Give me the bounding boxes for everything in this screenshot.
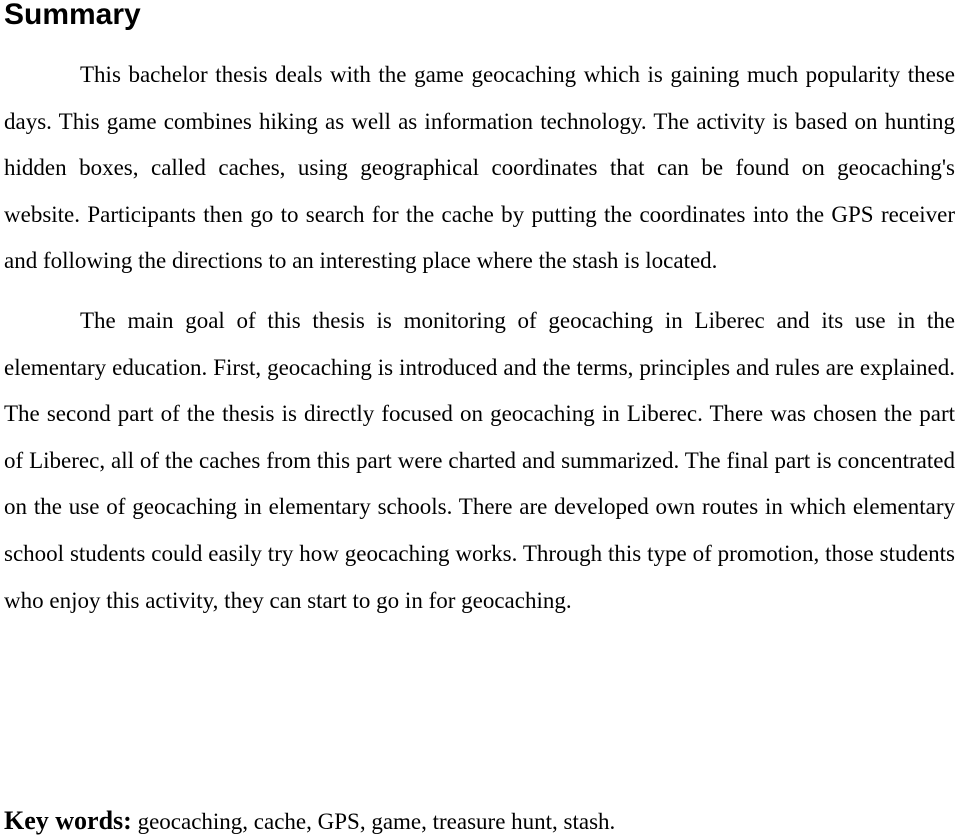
section-heading: Summary [4, 0, 141, 31]
keywords-value: geocaching, cache, GPS, game, treasure hunt, stash. [137, 809, 616, 834]
summary-paragraph-1: This bachelor thesis deals with the game geocaching which is gaining much popularity these days. This game combines hiking as well as information technology. The activity is based on hunting hidden boxes, called caches, using geographical coordinates that can be found on geocaching's website. Participants then go to search for the cache by putting the coordinates into the GPS receiver and following the directions to an interesting place where the stash is located. [4, 62, 955, 274]
summary-paragraph-2: The main goal of this thesis is monitoring of geocaching in Liberec and its use in the elementary education. First, geocaching is introduced and the terms, principles and rules are explained. The second part of the thesis is directly focused on geocaching in Liberec. There was chosen the part of Liberec, all of the caches from this part were charted and summarized. The final part is concentrated on the use of geocaching in elementary schools. There are developed own routes in which elementary school students could easily try how geocaching works. Through this type of promotion, those students who enjoy this activity, they can start to go in for geocaching. [4, 307, 955, 613]
document-page [4, 0, 955, 835]
keywords-line [4, 803, 615, 840]
keywords-label: Key words: [4, 806, 132, 835]
